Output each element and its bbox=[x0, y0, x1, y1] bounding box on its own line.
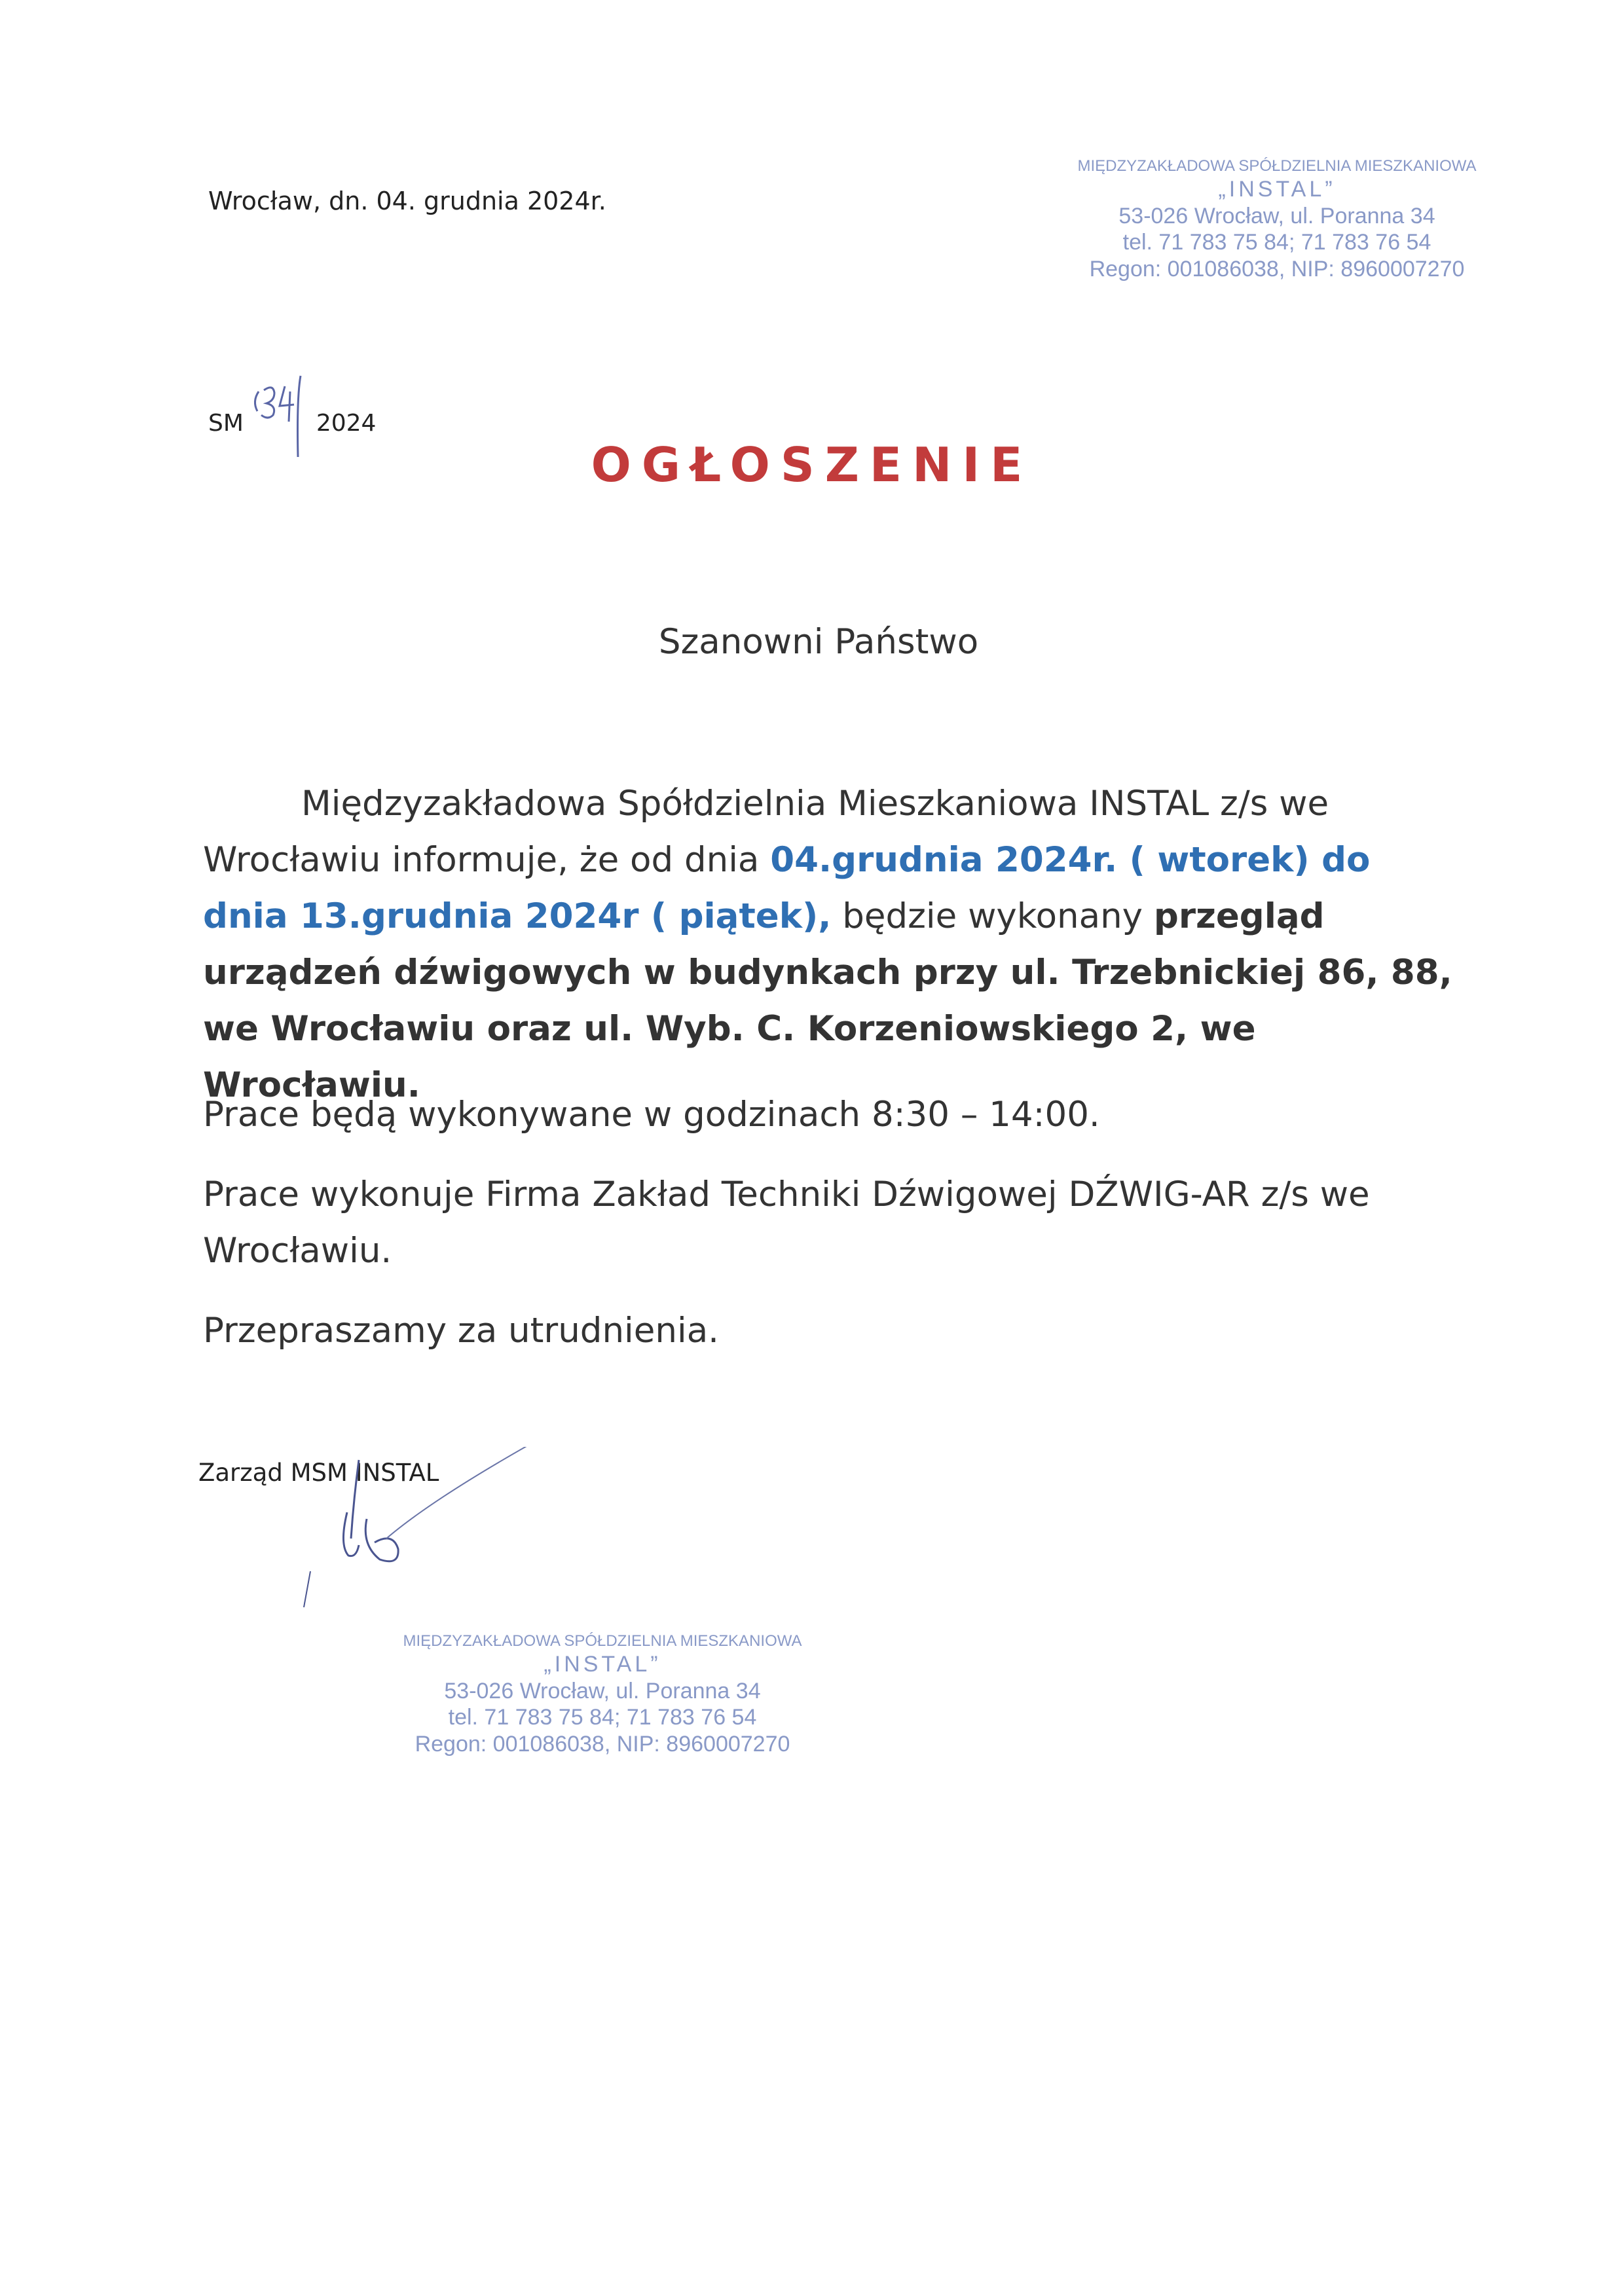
stamp-regon-nip: Regon: 001086038, NIP: 8960007270 bbox=[1089, 257, 1465, 282]
reference-year: 2024 bbox=[316, 410, 377, 437]
stamp-company-short: „INSTAL” bbox=[1218, 176, 1336, 202]
document-title: OGŁOSZENIE bbox=[591, 437, 1033, 492]
signature-label: Zarząd MSM INSTAL bbox=[198, 1459, 439, 1487]
stamp-company-name: MIĘDZYZAKŁADOWA SPÓŁDZIELNIA MIESZKANIOWA bbox=[1077, 157, 1477, 175]
date-range: 04.grudnia 2024r. ( wtorek) do dnia 13.grudnia 2024r ( piątek), bbox=[203, 840, 1371, 936]
stamp-company-name: MIĘDZYZAKŁADOWA SPÓŁDZIELNIA MIESZKANIOWA bbox=[403, 1632, 802, 1650]
reference-prefix: SM bbox=[208, 410, 244, 437]
announcement-paragraph bbox=[203, 776, 1460, 1114]
contractor-paragraph: Prace wykonuje Firma Zakład Techniki Dźwigowej DŹWIG-AR z/s we Wrocławiu. bbox=[203, 1175, 1370, 1271]
stamp-regon-nip: Regon: 001086038, NIP: 8960007270 bbox=[415, 1732, 790, 1757]
stamp-address: 53-026 Wrocław, ul. Poranna 34 bbox=[1118, 203, 1435, 228]
greeting: Szanowni Państwo bbox=[658, 622, 979, 662]
working-hours-paragraph: Prace będą wykonywane w godzinach 8:30 – 14:00. bbox=[203, 1095, 1100, 1135]
company-stamp-bottom bbox=[367, 1632, 838, 1758]
inspection-scope: przegląd urządzeń dźwigowych w budynkach przy ul. Trzebnickiej 86, 88, we Wrocławiu oraz ul. Wyb. C. Korzeniowskiego 2, we Wrocławiu. bbox=[203, 896, 1452, 1105]
paragraph-middle: będzie wykonany bbox=[831, 896, 1154, 936]
company-stamp-top bbox=[1041, 157, 1513, 283]
stamp-phone: tel. 71 783 75 84; 71 783 76 54 bbox=[448, 1705, 757, 1730]
stamp-address: 53-026 Wrocław, ul. Poranna 34 bbox=[444, 1678, 761, 1704]
stamp-phone: tel. 71 783 75 84; 71 783 76 54 bbox=[1122, 230, 1431, 255]
handwritten-signature bbox=[288, 1447, 563, 1643]
document-date: Wrocław, dn. 04. grudnia 2024r. bbox=[208, 187, 606, 215]
apology-paragraph: Przepraszamy za utrudnienia. bbox=[203, 1311, 720, 1351]
stamp-company-short: „INSTAL” bbox=[544, 1651, 661, 1677]
paragraph-intro: Międzyzakładowa Spółdzielnia Mieszkaniowa INSTAL z/s we Wrocławiu informuje, że od dnia bbox=[203, 784, 1329, 880]
